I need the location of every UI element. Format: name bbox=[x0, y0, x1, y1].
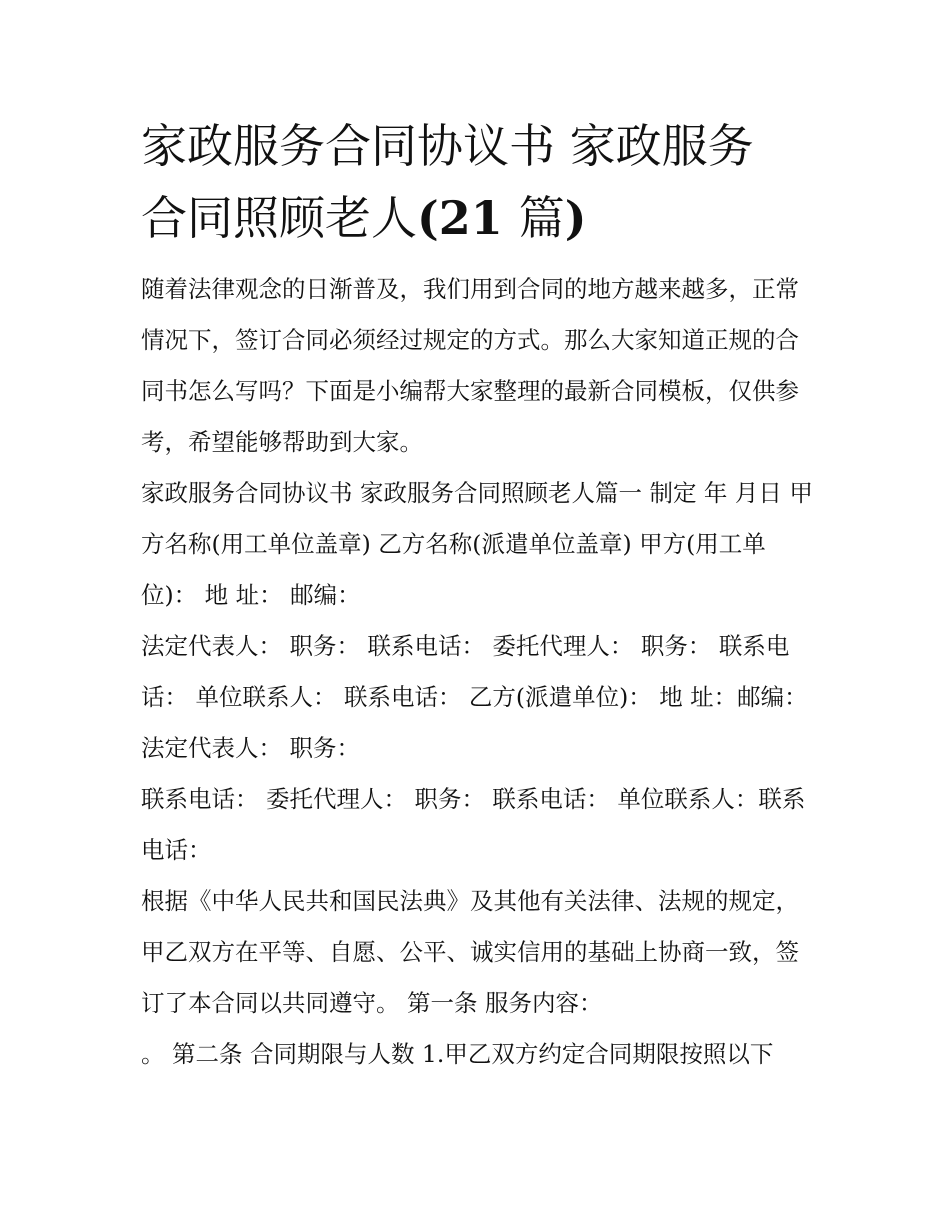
document-page bbox=[141, 110, 821, 1080]
intro-paragraph: 随着法律观念的日渐普及，我们用到合同的地方越来越多，正常情况下，签订合同必须经过规定的方式。那么大家知道正规的合同书怎么写吗？下面是小编帮大家整理的最新合同模板，仅供参考，希望能够帮助到大家。 bbox=[141, 275, 799, 456]
title-line-1: 家政服务合同协议书 家政服务 bbox=[141, 119, 754, 173]
title-line-2-prefix: 合同照顾老人 bbox=[141, 191, 417, 245]
title-count-close: ) bbox=[564, 191, 587, 245]
document-title bbox=[141, 110, 821, 254]
party-a-details-paragraph: 法定代表人： 职务： 联系电话： 委托代理人： 职务： 联系电话： 单位联系人： 联系电话： 乙方(派遣单位)： 地 址：邮编： 法定代表人： 职务： bbox=[141, 632, 808, 762]
title-count-unit: 篇 bbox=[518, 191, 565, 245]
article-two-paragraph: 。 第二条 合同期限与人数 1.甲乙双方约定合同期限按照以下 bbox=[141, 1040, 774, 1068]
contract-header-paragraph: 家政服务合同协议书 家政服务合同照顾老人篇一 制定 年 月日 甲方名称(用工单位盖章) 乙方名称(派遣单位盖章) 甲方(用工单位)： 地 址： 邮编： bbox=[141, 479, 813, 609]
legal-basis-paragraph: 根据《中华人民共和国民法典》及其他有关法律、法规的规定，甲乙双方在平等、自愿、公平、诚实信用的基础上协商一致，签订了本合同以共同遵守。 第一条 服务内容： bbox=[141, 887, 799, 1017]
party-b-contact-paragraph: 联系电话： 委托代理人： 职务： 联系电话： 单位联系人：联系电话： bbox=[141, 785, 806, 864]
title-count-open: (21 bbox=[417, 191, 519, 245]
